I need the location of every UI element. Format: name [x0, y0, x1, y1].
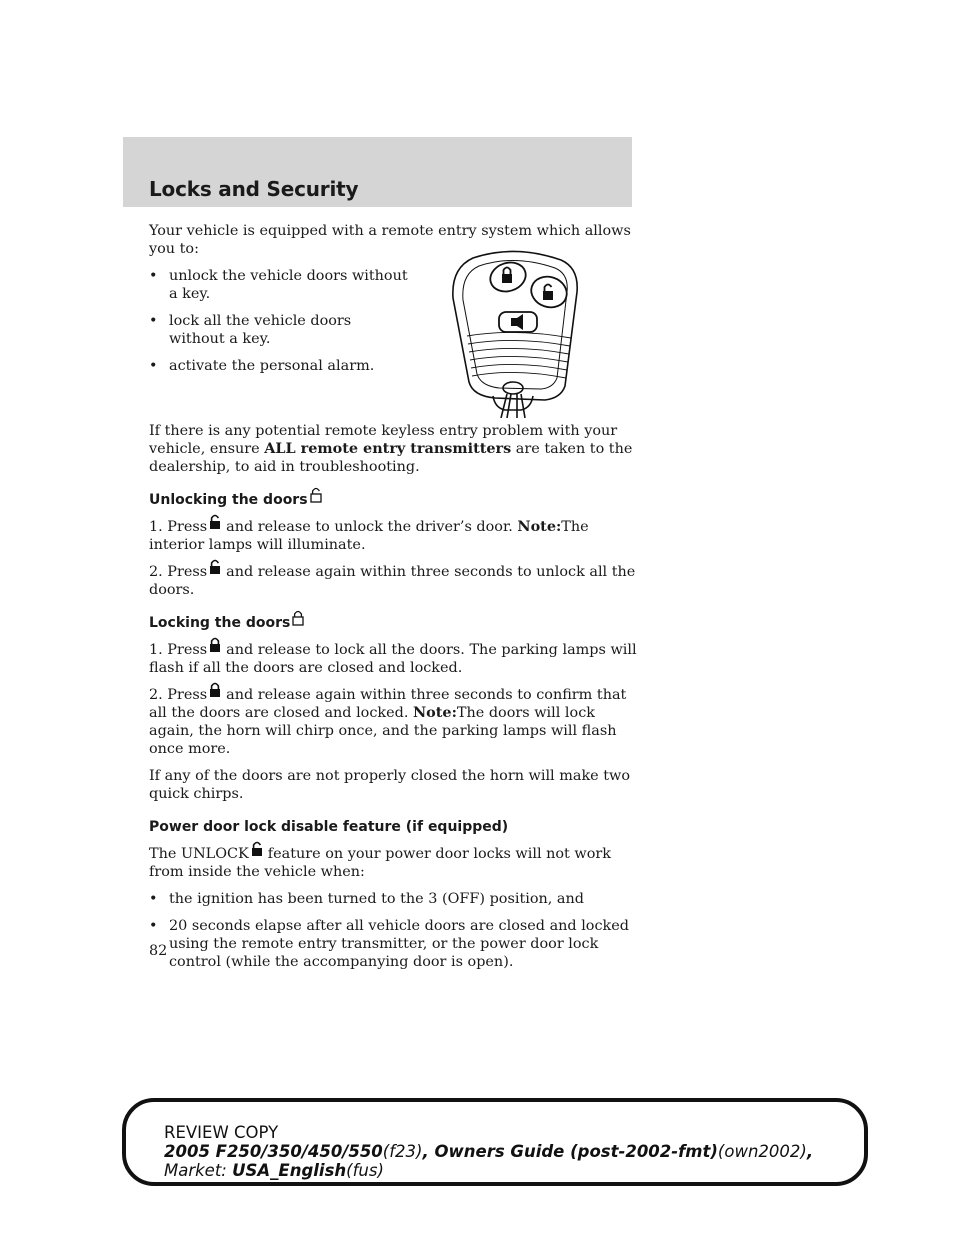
- intro-paragraph: Your vehicle is equipped with a remote entry system which allows you to:: [149, 223, 631, 257]
- bullet-unlock: • unlock the vehicle doors without a key.: [149, 268, 408, 302]
- lock-padlock-icon: [209, 682, 221, 698]
- page-body: [149, 222, 639, 980]
- unlock-padlock-icon: [251, 841, 263, 857]
- unlocking-heading: Unlocking the doors: [149, 491, 639, 509]
- lock-step-2: 2. Press and release again within three seconds to confirm that all the doors are closed and locked. Note:The doors will lock again, the horn will chirp once, and the parking lamps will flash once more.: [149, 686, 639, 758]
- lock-padlock-icon: [209, 637, 221, 653]
- disable-heading: Power door lock disable feature (if equipped): [149, 819, 509, 835]
- disable-paragraph: The UNLOCK feature on your power door locks will not work from inside the vehicle when:: [149, 845, 639, 881]
- review-copy-text: [164, 1123, 813, 1180]
- unlock-step-2: 2. Press and release again within three seconds to unlock all the doors.: [149, 563, 639, 599]
- locking-heading: Locking the doors: [149, 614, 639, 632]
- market-line: Market: USA_English(fus): [164, 1161, 384, 1180]
- unlock-padlock-icon: [209, 559, 221, 575]
- chirp-paragraph: If any of the doors are not properly closed the horn will make two quick chirps.: [149, 768, 631, 802]
- lock-step-1: 1. Press and release to lock all the doors. The parking lamps will flash if all the doors are closed and locked.: [149, 641, 639, 677]
- model-line: 2005 F250/350/450/550(f23), Owners Guide (post-2002-fmt)(own2002),: [164, 1142, 814, 1161]
- bullet-alarm: • activate the personal alarm.: [149, 358, 375, 374]
- unlock-padlock-icon: [209, 514, 221, 530]
- lock-padlock-icon: [292, 610, 304, 626]
- bullet-lock: • lock all the vehicle doors without a key.: [149, 313, 352, 347]
- keyless-paragraph: If there is any potential remote keyless entry problem with your vehicle, ensure ALL remote entry transmitters are taken to the dealership, to aid in troubleshooting.: [149, 423, 633, 475]
- bullet-ignition: • the ignition has been turned to the 3 (OFF) position, and: [149, 891, 584, 907]
- unlock-step-1: 1. Press and release to unlock the driver’s door. Note:The interior lamps will illuminate.: [149, 518, 639, 554]
- bullet-twenty-seconds: • 20 seconds elapse after all vehicle doors are closed and locked using the remote entry transmitter, or the power door lock control (while the accompanying door is open).: [149, 918, 629, 970]
- page-number: 82: [149, 943, 168, 959]
- unlock-padlock-icon: [310, 487, 322, 503]
- page-title: Locks and Security: [149, 177, 359, 201]
- review-copy-label: REVIEW COPY: [164, 1123, 279, 1142]
